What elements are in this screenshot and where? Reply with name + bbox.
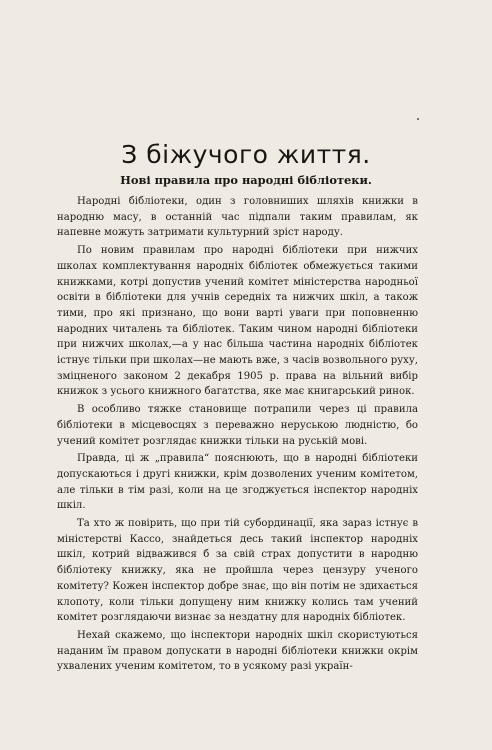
paragraph: В особливо тяжке становище потрапили через ці правила бібліотеки в місцевосцях з переважно неруською людністю, бо учений комітет розглядає книжки тільки на руській мові. (57, 404, 418, 447)
article-body (57, 194, 418, 677)
paragraph: Та хто ж повірить, що при тій субординації, яка зараз істнує в міністерстві Кассо, знайдеться десь такий інспектор народніх шкіл, котрий відважився б за свій страх допустити в народню бібліотеку книжку, яка не пройшла через цензуру ученого комітету? Кожен інспектор добре знає, що він потім не здихається клопоту, коли тільки допущену ним книжку колись там учений комітет розглядаючи визнає за нездатну для народніх бібліотек. (57, 518, 418, 624)
section-title: З біжучого життя. (121, 140, 371, 169)
paragraph: Народні бібліотеки, один з головниших шляхів книжки в народню масу, в останній час підпали таким правилам, як напевне можуть затримати культурний зріст народу. (57, 196, 418, 239)
paragraph: Нехай скажемо, що інспектори народніх шкіл скористуються наданим їм правом допускати в народні бібліотеки книжки окрім ухвалених ученим комітетом, то в усякому разі україн- (57, 629, 418, 673)
ink-speck (417, 118, 419, 120)
paragraph: По новим правилам про народні бібліотеки при нижчих школах комплектування народніх бібліотек обмежується такими книжками, котрі допустив учений комітет міністерства народньої освіти в бібліотеки для учнів середніх та нижчих шкіл, а також тими, про які признано, що вони варті уваги при поповненню народних читалень та бібліотек. Таким чином народні бібліотеки при нижчих школах,—а у нас більша частина народніх бібліотек істнує тільки при школах—не мають вже, з часів возвольного руху, зміцненого законом 2 декабря 1905 р. права на вільний вибір книжок з усього книжного багатства, яке має книгарський ринок. (57, 245, 419, 398)
article-subtitle: Нові правила про народні бібліотеки. (120, 173, 372, 187)
paragraph: Правда, ці ж „правила“ пояснюють, що в народні бібліотеки допускаються і другі книжки, крім дозволених ученим комітетом, але тільки в тім разі, коли на це згоджується інспектор народніх шкіл. (57, 453, 418, 512)
